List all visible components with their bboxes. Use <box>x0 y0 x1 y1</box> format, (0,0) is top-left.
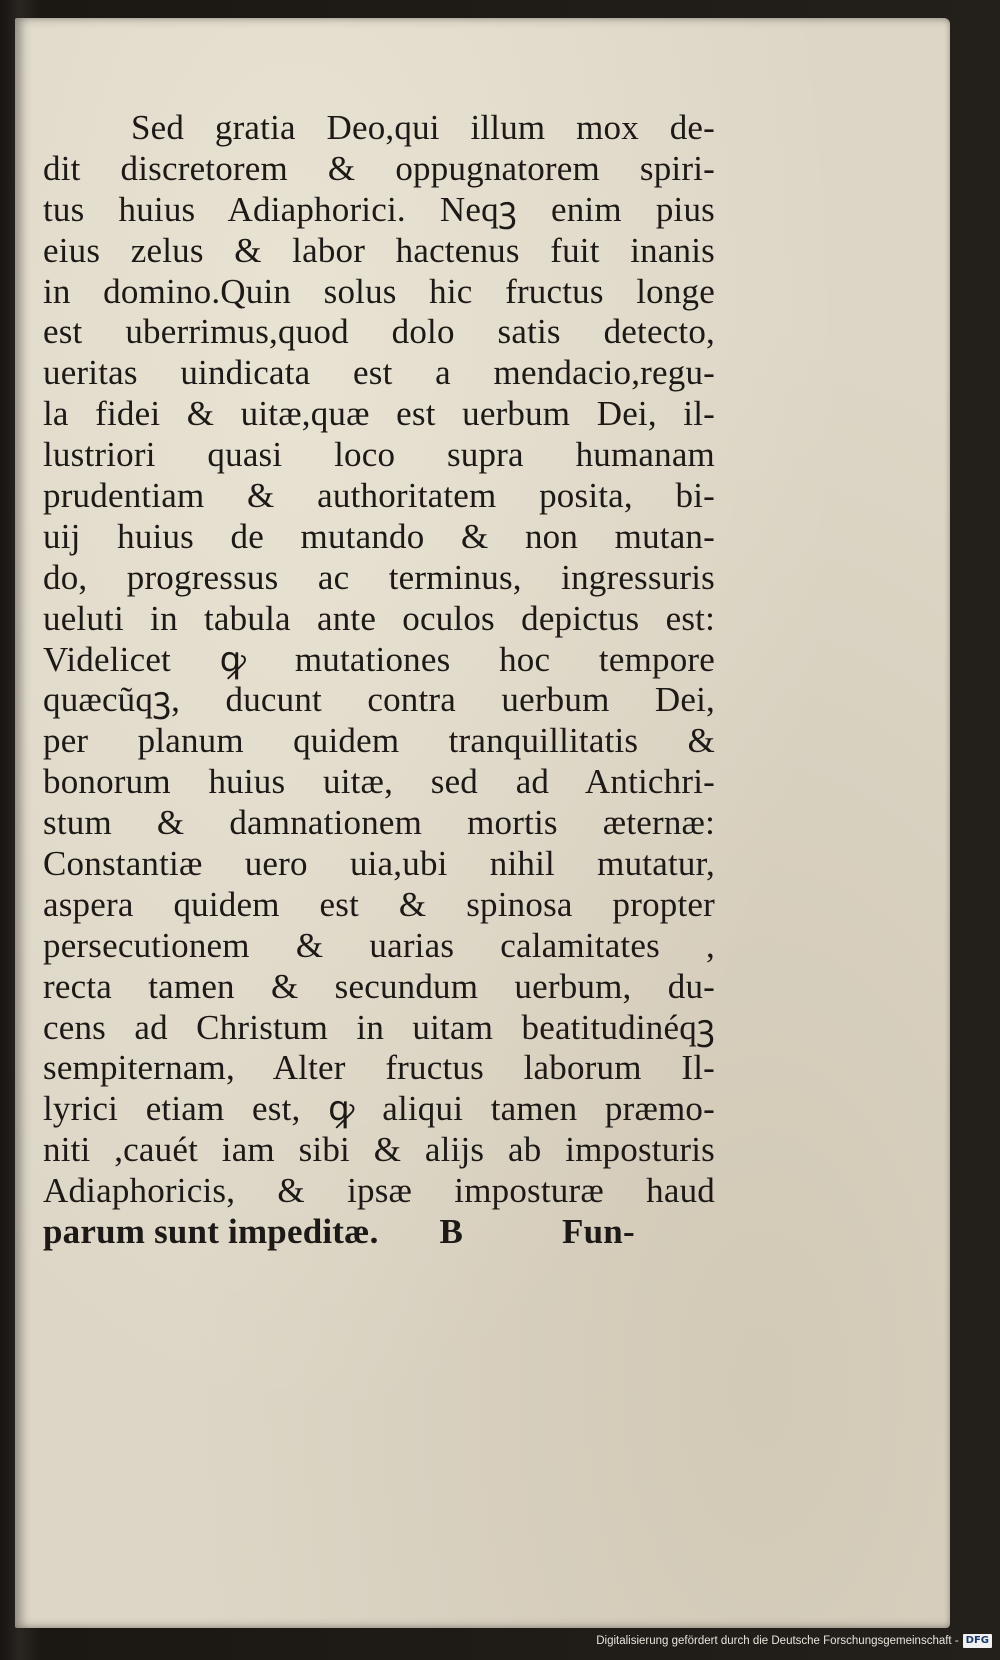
text-line-4: eius zelus & labor hactenus fuit inanis <box>43 230 715 270</box>
text-line-10: prudentiam & authoritatem posita, bi- <box>43 476 715 516</box>
last-line-text: parum sunt impeditæ. <box>43 1212 379 1252</box>
text-line-1: Sed gratia Deo,qui illum mox de- <box>131 108 715 147</box>
text-line-8: la fidei & uitæ,quæ est uerbum Dei, il- <box>43 394 715 434</box>
text-line-14: Videlicet ꝙ mutationes hoc tempore <box>43 639 715 679</box>
digitization-credit <box>596 1630 992 1652</box>
text-line-16: per planum quidem tranquillitatis & <box>43 721 715 761</box>
signature-mark: B <box>439 1212 464 1252</box>
text-line-13: ueluti in tabula ante oculos depictus est: <box>43 598 715 638</box>
dfg-logo: DFG <box>963 1634 992 1648</box>
text-line-22: recta tamen & secundum uerbum, du- <box>43 966 715 1006</box>
text-line-23: cens ad Christum in uitam beatitudinéqꝫ <box>43 1007 715 1047</box>
text-line-15: quæcũqꝫ, ducunt contra uerbum Dei, <box>43 680 715 720</box>
book-page <box>15 18 950 1628</box>
text-line-11: uij huius de mutando & non mutan- <box>43 516 715 556</box>
text-line-20: aspera quidem est & spinosa propter <box>43 884 715 924</box>
text-line-last <box>43 1212 715 1253</box>
text-line-3: tus huius Adiaphorici. Neqꝫ enim pius <box>43 189 715 229</box>
catchword: Fun- <box>562 1212 635 1252</box>
text-line-17: bonorum huius uitæ, sed ad Antichri- <box>43 762 715 802</box>
text-line-5: in domino.Quin solus hic fructus longe <box>43 271 715 311</box>
text-line-27: Adiaphoricis, & ipsæ imposturæ haud <box>43 1171 715 1211</box>
text-line-25: lyrici etiam est, ꝙ aliqui tamen præmo- <box>43 1089 715 1129</box>
body-text <box>43 108 715 1253</box>
text-line-26: niti ,cauét iam sibi & alijs ab imposturis <box>43 1130 715 1170</box>
text-line-21: persecutionem & uarias calamitates , <box>43 925 715 965</box>
text-line-6: est uberrimus,quod dolo satis detecto, <box>43 312 715 352</box>
text-line-9: lustriori quasi loco supra humanam <box>43 435 715 475</box>
text-line-24: sempiternam, Alter fructus laborum Il- <box>43 1048 715 1088</box>
text-line-19: Constantiæ uero uia,ubi nihil mutatur, <box>43 844 715 884</box>
text-line-12: do, progressus ac terminus, ingressuris <box>43 557 715 597</box>
text-line-7: ueritas uindicata est a mendacio,regu- <box>43 353 715 393</box>
credit-text: Digitalisierung gefördert durch die Deutsche Forschungsgemeinschaft - <box>596 1635 959 1647</box>
text-line-2: dit discretorem & oppugnatorem spiri- <box>43 148 715 188</box>
text-line-18: stum & damnationem mortis æternæ: <box>43 803 715 843</box>
